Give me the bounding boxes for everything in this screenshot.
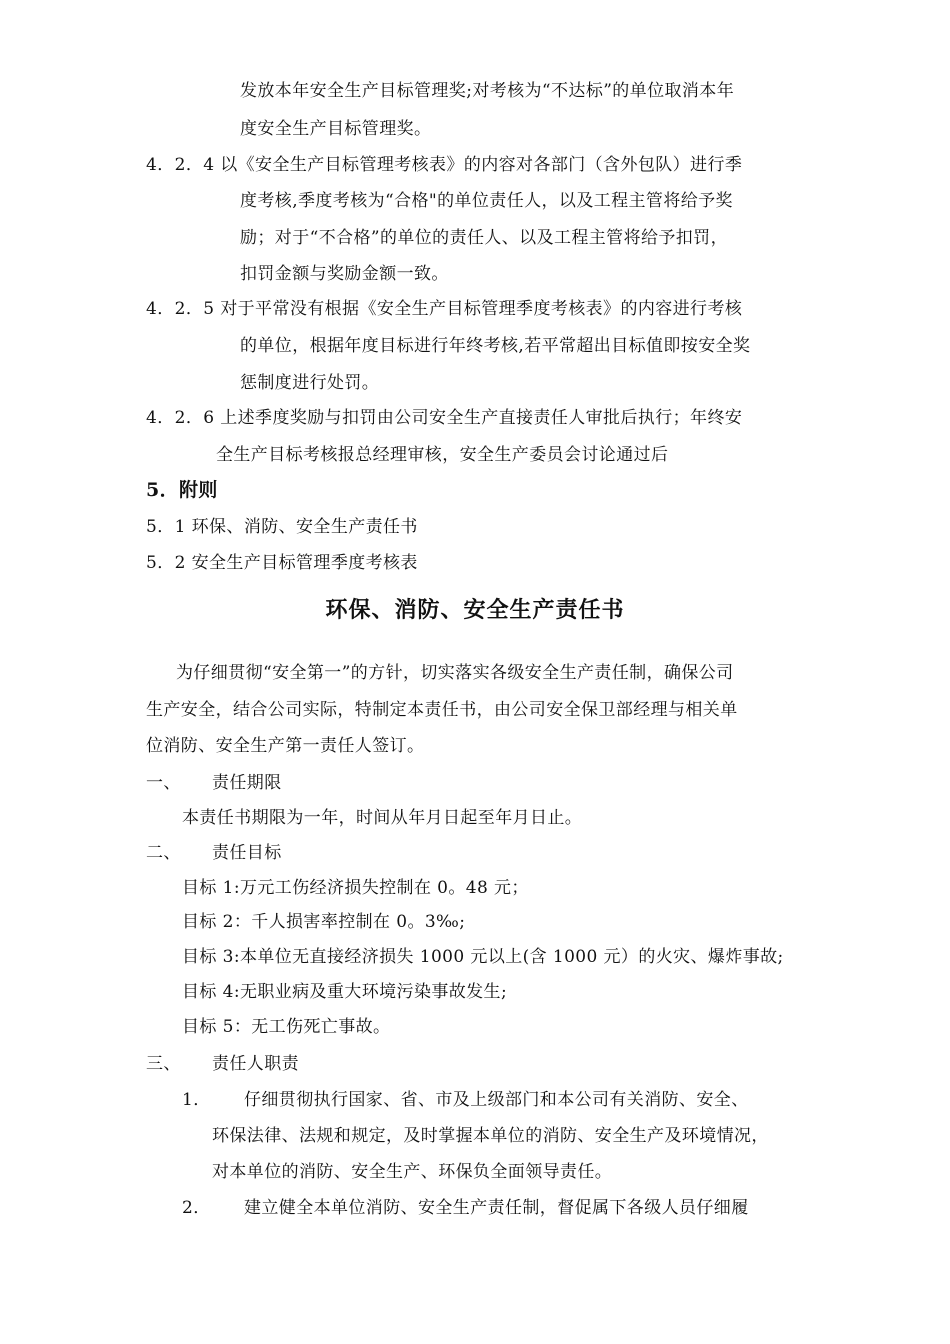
part-2-number: 二、 (146, 843, 181, 863)
clause-4-2-4-line: 度考核,季度考核为“合格"的单位责任人，以及工程主管将给予奖 (240, 191, 733, 211)
clause-4-2-5-line: 的单位，根据年度目标进行年终考核,若平常超出目标值即按安全奖 (240, 336, 751, 356)
duty-item-line: 仔细贯彻执行国家、省、市及上级部门和本公司有关消防、安全、 (244, 1090, 749, 1110)
clause-4-2-4-line: 扣罚金额与奖励金额一致。 (240, 264, 449, 284)
clause-4-2-3-continuation-line: 度安全生产目标管理奖。 (240, 119, 432, 139)
appendix-item: 5．2 安全生产目标管理季度考核表 (146, 553, 418, 573)
intro-line: 为仔细贯彻“安全第一”的方针，切实落实各级安全生产责任制，确保公司 (176, 663, 734, 683)
clause-4-2-4-line: 励；对于“不合格”的单位的责任人、以及工程主管将给予扣罚， (240, 228, 728, 248)
clause-4-2-6-line: 4．2．6 上述季度奖励与扣罚由公司安全生产直接责任人审批后执行；年终安 (146, 408, 743, 428)
duty-item-line: 环保法律、法规和规定，及时掌握本单位的消防、安全生产及环境情况， (212, 1126, 769, 1146)
part-1-number: 一、 (146, 773, 181, 793)
goal-item: 目标 5：无工伤死亡事故。 (182, 1017, 391, 1037)
part-1-heading: 责任期限 (212, 773, 282, 793)
clause-4-2-4-line: 4．2．4 以《安全生产目标管理考核表》的内容对各部门（含外包队）进行季 (146, 155, 743, 175)
part-3-heading: 责任人职责 (212, 1054, 299, 1074)
duty-item-line: 对本单位的消防、安全生产、环保负全面领导责任。 (212, 1162, 613, 1182)
intro-line: 位消防、安全生产第一责任人签订。 (146, 736, 425, 756)
appendix-item: 5．1 环保、消防、安全生产责任书 (146, 517, 418, 537)
goal-item: 目标 2：千人损害率控制在 0。3‰; (182, 912, 466, 932)
clause-4-2-6-line: 全生产目标考核报总经理审核，安全生产委员会讨论通过后 (216, 445, 669, 465)
duty-item-number: 1． (182, 1090, 211, 1110)
term-text: 本责任书期限为一年，时间从年月日起至年月日止。 (182, 808, 583, 828)
clause-4-2-5-line: 惩制度进行处罚。 (240, 373, 380, 393)
section-5-heading: 5．附则 (146, 479, 218, 501)
document-title: 环保、消防、安全生产责任书 (325, 597, 625, 623)
part-2-heading: 责任目标 (212, 843, 282, 863)
part-3-number: 三、 (146, 1054, 181, 1074)
goal-item: 目标 3:本单位无直接经济损失 1000 元以上(含 1000 元）的火灾、爆炸事故; (182, 947, 784, 967)
clause-4-2-3-continuation-line: 发放本年安全生产目标管理奖;对考核为“不达标”的单位取消本年 (240, 81, 735, 101)
duty-item-number: 2． (182, 1198, 211, 1218)
goal-item: 目标 4:无职业病及重大环境污染事故发生; (182, 982, 508, 1002)
clause-4-2-5-line: 4．2．5 对于平常没有根据《安全生产目标管理季度考核表》的内容进行考核 (146, 299, 743, 319)
intro-line: 生产安全，结合公司实际，特制定本责任书，由公司安全保卫部经理与相关单 (146, 700, 738, 720)
goal-item: 目标 1:万元工伤经济损失控制在 0。48 元； (182, 878, 529, 898)
duty-item-line: 建立健全本单位消防、安全生产责任制，督促属下各级人员仔细履 (244, 1198, 749, 1218)
